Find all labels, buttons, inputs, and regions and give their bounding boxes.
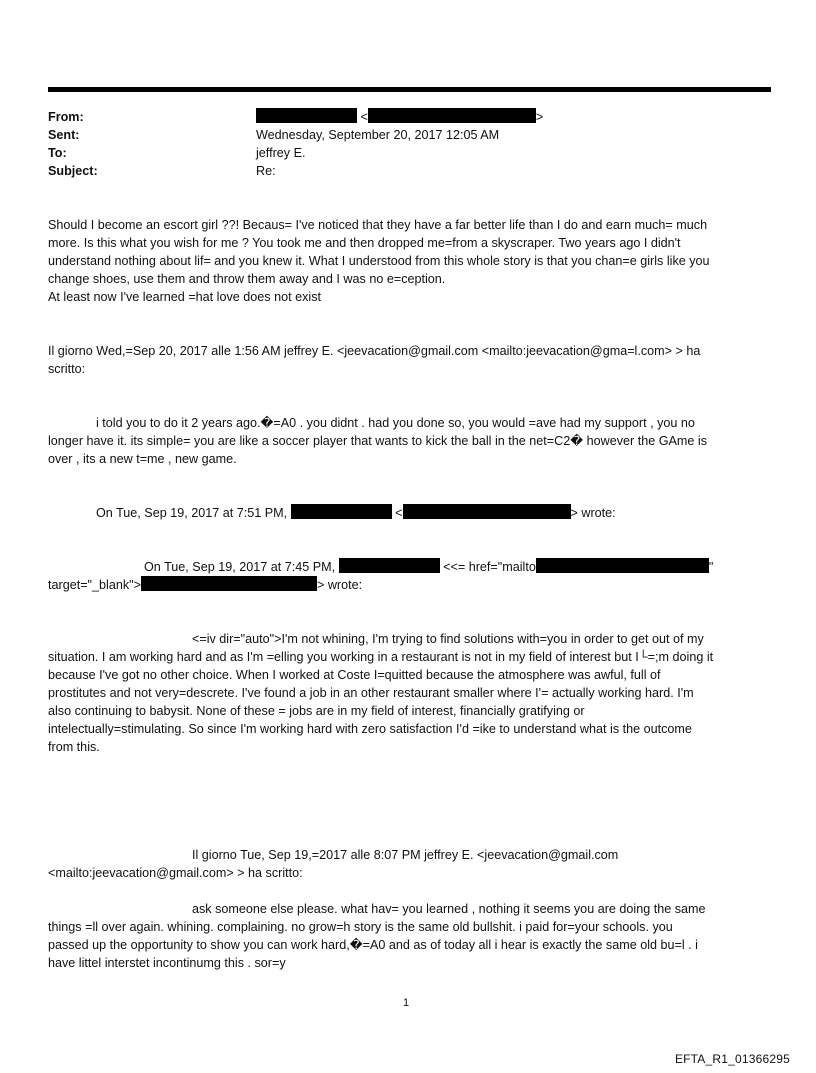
from-lt: < xyxy=(360,110,368,124)
text-line: prostitutes and not very=descrete. I've found a job in an other restaurant smaller where I'= actually working hard. I'm xyxy=(48,686,694,700)
text-line: <=iv dir="auto">I'm not whining, I'm trying to find solutions with=you in order to get out of my xyxy=(192,632,704,646)
subject-label: Subject: xyxy=(48,164,98,178)
from-label: From: xyxy=(48,110,84,124)
text-line: intelectually=stimulating. So since I'm working hard with zero satisfaction I'd =ike to understand what is the outcome xyxy=(48,722,692,736)
text-line: i told you to do it 2 years ago.�=A0 . you didnt . had you done so, you would =ave had my support , you no xyxy=(96,416,695,430)
text-line: more. Is this what you wish for me ? You took me and then dropped me=from a skyscraper. Two years ago I didn't xyxy=(48,236,681,250)
text-line: At least now I've learned =hat love does not exist xyxy=(48,290,321,304)
quote-header-2 xyxy=(144,558,713,576)
text-line: situation. I am working hard and as I'm =elling you working in a restaurant is not in my field of interest but I└=;m doing it xyxy=(48,650,714,664)
redaction-block xyxy=(368,108,536,123)
text-line: over , its a new t=me , new game. xyxy=(48,452,237,466)
quote-date-1: On Tue, Sep 19, 2017 at 7:51 PM, xyxy=(96,506,288,520)
sent-label: Sent: xyxy=(48,128,80,142)
redaction-block xyxy=(291,504,392,519)
redaction-block xyxy=(339,558,440,573)
text-line: passed up the opportunity to show you can work hard,�=A0 and as of today all i hear is exactly the same old bu=l . i xyxy=(48,938,698,952)
text-line: from this. xyxy=(48,740,100,754)
redaction-block xyxy=(536,558,709,573)
redaction-block xyxy=(256,108,357,123)
subject-value: Re: xyxy=(256,164,276,178)
message-paragraph-1 xyxy=(48,216,772,306)
text-line: scritto: xyxy=(48,362,86,376)
text-line: ask someone else please. what hav= you learned , nothing it seems you are doing the same xyxy=(192,902,706,916)
from-value xyxy=(256,108,543,126)
quote-close: " xyxy=(708,560,714,574)
text-line: have littel interstet incontinumg this . sor=y xyxy=(48,956,286,970)
quote-target: target="_blank"> xyxy=(48,578,141,592)
from-gt: > xyxy=(535,110,544,124)
quote-href: <<= href="mailto xyxy=(443,560,536,574)
text-line: longer have it. its simple= you are like a soccer player that wants to kick the ball in the net=C2� however the GAme is xyxy=(48,434,708,448)
quote-lt: < xyxy=(395,506,403,520)
text-line: Il giorno Wed,=Sep 20, 2017 alle 1:56 AM jeffrey E. <jeevacation@gmail.com <mailto:jeevacation@gma=l.com> > ha xyxy=(48,344,701,358)
sent-value: Wednesday, September 20, 2017 12:05 AM xyxy=(256,128,500,142)
text-line: <mailto:jeevacation@gmail.com> > ha scritto: xyxy=(48,866,303,880)
text-line: Il giorno Tue, Sep 19,=2017 alle 8:07 PM jeffrey E. <jeevacation@gmail.com xyxy=(192,848,619,862)
text-line: also continuing to babysit. None of these = jobs are in my field of interest, financially gratifying or xyxy=(48,704,585,718)
quote-wrote-2: > wrote: xyxy=(316,578,363,592)
quote-date-2: On Tue, Sep 19, 2017 at 7:45 PM, xyxy=(144,560,336,574)
page-number: 1 xyxy=(403,997,410,1009)
header-rule xyxy=(48,87,771,92)
message-paragraph-3 xyxy=(48,630,772,756)
quote-header-2-cont xyxy=(48,576,362,594)
to-label: To: xyxy=(48,146,67,160)
quote-header-1 xyxy=(96,504,616,522)
to-value: jeffrey E. xyxy=(256,146,306,160)
message-paragraph-2 xyxy=(48,414,772,468)
reply-header-2 xyxy=(48,846,772,882)
text-line: understand nothing about lif= and you knew it. What I understood from this whole story is that you chan=e girls like you xyxy=(48,254,710,268)
redaction-block xyxy=(403,504,571,519)
text-line: Should I become an escort girl ??! Becaus= I've noticed that they have a far better life than I do and earn much= much xyxy=(48,218,708,232)
redaction-block xyxy=(141,576,317,591)
bates-number: EFTA_R1_01366295 xyxy=(674,1052,790,1066)
text-line: things =ll over again. whining. complaining. no grow=h story is the same old bullshit. i paid for=your schools. you xyxy=(48,920,673,934)
message-paragraph-4 xyxy=(48,900,772,972)
text-line: change shoes, use them and throw them away and I was no e=ception. xyxy=(48,272,446,286)
reply-header-1 xyxy=(48,342,772,378)
quote-wrote-1: > wrote: xyxy=(570,506,616,520)
text-line: because I've got no other choice. When I worked at Coste I=quitted because the atmosphere was awful, full of xyxy=(48,668,661,682)
